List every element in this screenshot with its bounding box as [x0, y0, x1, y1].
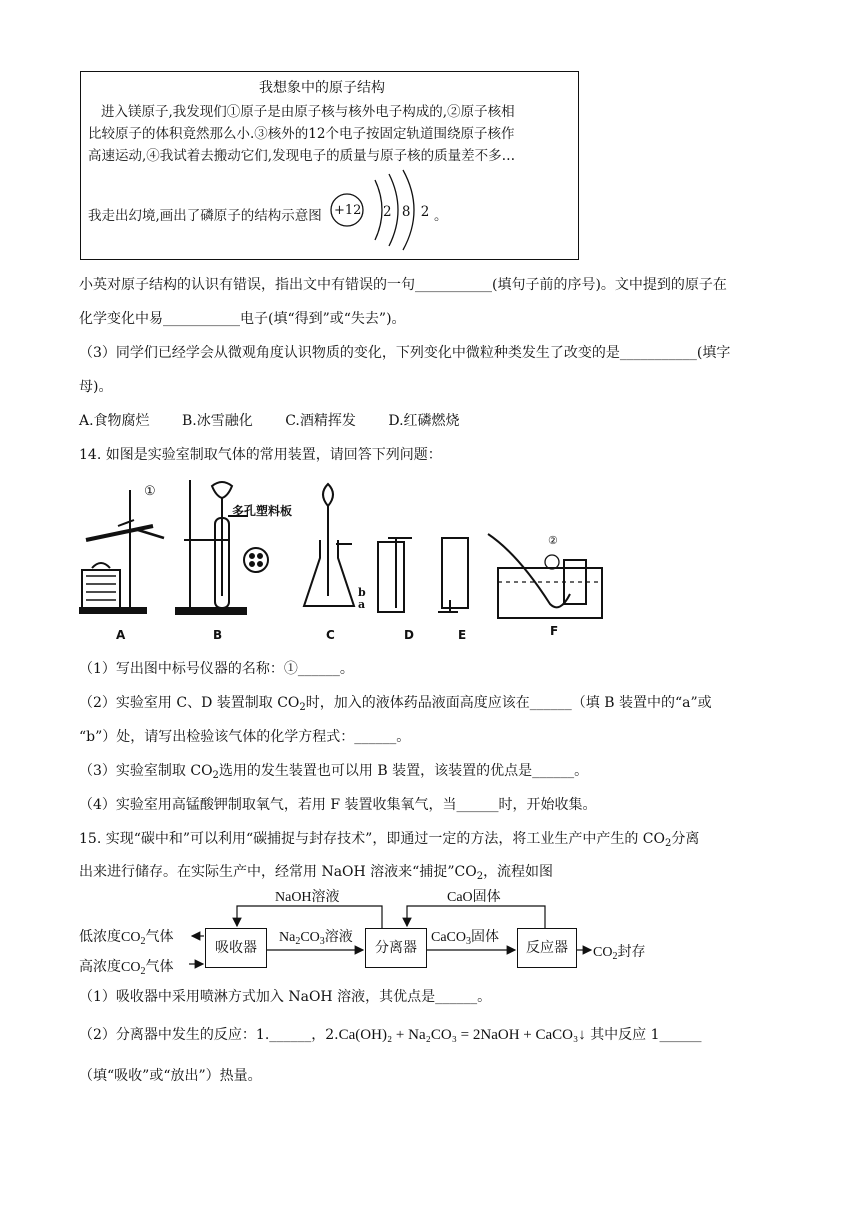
q14-part-1: （1）写出图中标号仪器的名称：①______。	[79, 661, 354, 677]
passage-line-1: 进入镁原子,我发现们①原子是由原子核与核外电子构成的,②原子核相	[101, 104, 515, 120]
marker-2: ②	[548, 534, 558, 547]
q14-part-2-line-2: “b”）处，请写出检验该气体的化学方程式：______。	[79, 729, 411, 745]
marker-1: ①	[144, 484, 156, 499]
nucleus-charge: +12	[334, 203, 362, 218]
na2co3-label: $Na_2CO_3$溶液	[279, 930, 353, 947]
q15-part-2-line-2: （填“吸收”或“放出”）热量。	[79, 1068, 262, 1084]
choice-b: B.冰雪融化	[182, 413, 253, 429]
q13-line-2: 化学变化中易___________电子(填“得到”或“失去”)。	[79, 311, 406, 327]
co2-storage-label: $CO_2$封存	[593, 945, 646, 962]
q15-stem-line-1: 15. 实现“碳中和”可以利用“碳捕捉与封存技术”，即通过一定的方法，将工业生产中产生的 $CO_2$分离	[79, 831, 700, 849]
q14-part-2-line-1: （2）实验室用 C、D 装置制取 $CO_2$时，加入的液体药品液面高度应该在______（填 B 装置中的“a”或	[79, 695, 712, 713]
q13-part3-line-1: （3）同学们已经学会从微观角度认识物质的变化，下列变化中微粒种类发生了改变的是___________(填字	[79, 345, 731, 361]
absorber-box: 吸收器	[205, 928, 267, 968]
q14-stem: 14. 如图是实验室制取气体的常用装置，请回答下列问题：	[79, 447, 442, 463]
q13-part3-line-2: 母)。	[79, 379, 113, 395]
caco3-label: CaCO$_3$固体	[431, 930, 499, 947]
q13-line-1: 小英对原子结构的认识有错误，指出文中有错误的一句___________(填句子前的序号)。文中提到的原子在	[79, 277, 727, 293]
choice-a: A.食物腐烂	[79, 413, 150, 429]
passage-box	[80, 71, 579, 260]
lab-apparatus-figure	[78, 478, 608, 648]
passage-line-3: 高速运动,④我试着去搬动它们,发现电子的质量与原子核的质量差不多…	[88, 148, 516, 164]
carbon-capture-flow-diagram	[79, 886, 679, 978]
label-E: E	[458, 628, 467, 642]
choice-d: D.红磷燃烧	[388, 413, 460, 429]
label-F: F	[550, 624, 559, 638]
naoh-return-label: NaOH溶液	[275, 890, 340, 905]
q14-part-3: （3）实验室制取 $CO_2$选用的发生装置也可以用 B 装置，该装置的优点是______。	[79, 763, 589, 781]
label-B: B	[213, 628, 223, 642]
q15-stem-line-2: 出来进行储存。在实际生产中，经常用 NaOH 溶液来“捕捉$”CO_2$，流程如图	[79, 864, 554, 882]
q14-part-4: （4）实验室用高锰酸钾制取氧气，若用 F 装置收集氧气，当______时，开始收集。	[79, 797, 597, 813]
separator-box: 分离器	[365, 928, 427, 968]
label-D: D	[404, 628, 414, 642]
label-b: b	[358, 586, 366, 599]
high-co2-label: 高浓度$CO_2$气体	[79, 960, 174, 977]
passage-line-2: 比较原子的体积竟然那么小.③核外的12个电子按固定轨道围绕原子核作	[88, 126, 515, 142]
label-A: A	[116, 628, 126, 642]
q15-part-2: （2）分离器中发生的反应：1.______，2.Ca(OH)₂ + Na₂CO₃ = 2NaOH + CaCO₃↓ 其中反应 1______	[79, 1027, 702, 1043]
reaction-equation: Ca(OH)₂ + Na₂CO₃ = 2NaOH + CaCO₃↓	[338, 1027, 586, 1043]
passage-line-4: 我走出幻境,画出了磷原子的结构示意图	[88, 208, 322, 224]
label-C: C	[326, 628, 335, 642]
q15-part-1: （1）吸收器中采用喷淋方式加入 NaOH 溶液，其优点是______。	[79, 989, 492, 1005]
reactor-box: 反应器	[517, 928, 577, 968]
low-co2-label: 低浓度$CO_2$气体	[79, 930, 174, 947]
cao-return-label: CaO固体	[447, 890, 501, 905]
label-a: a	[358, 598, 366, 611]
electron-shells: 2 8 2	[383, 204, 433, 220]
q13-choices	[79, 411, 488, 431]
apparatus-drawing	[78, 478, 608, 648]
passage-title: 我想象中的原子结构	[259, 80, 385, 96]
passage-end-punct: 。	[434, 208, 448, 224]
plate-label: 多孔塑料板	[232, 504, 293, 518]
choice-c: C.酒精挥发	[285, 413, 356, 429]
